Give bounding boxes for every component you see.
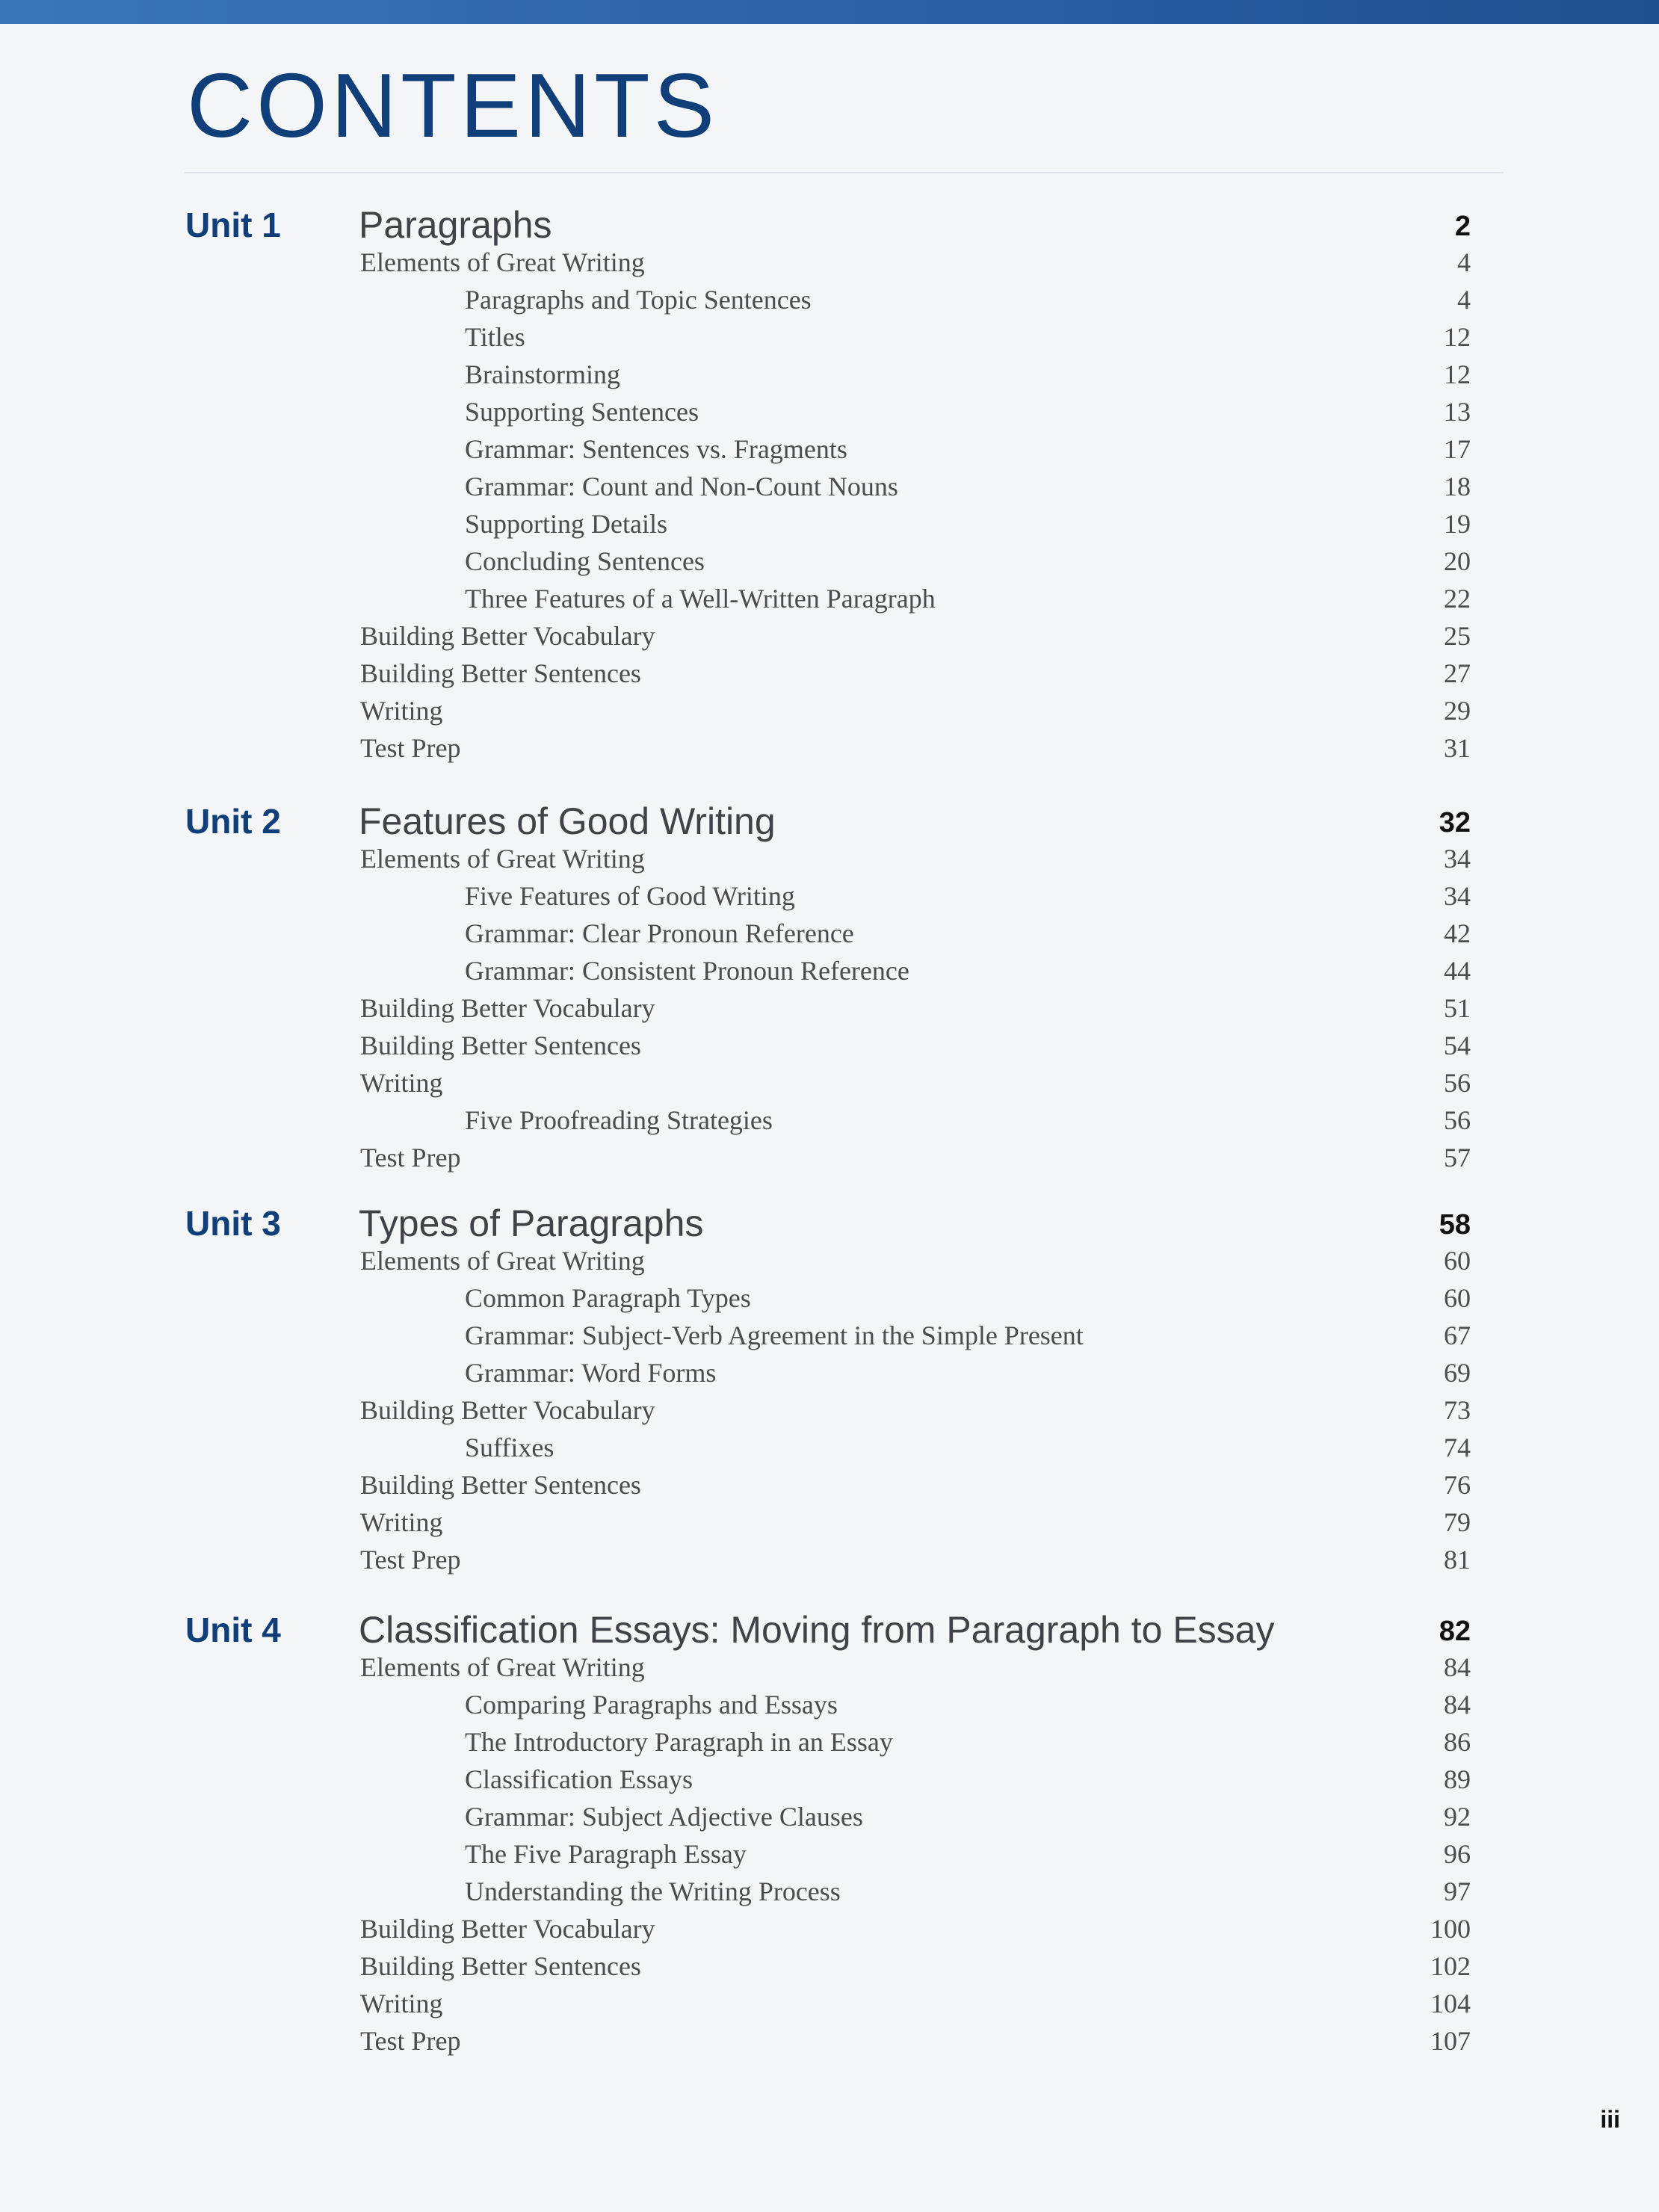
entry-label: Grammar: Subject-Verb Agreement in the Simple Present: [465, 1320, 1084, 1350]
unit-title[interactable]: Features of Good Writing: [359, 800, 776, 842]
unit-label: Unit 3: [185, 1204, 281, 1243]
entry-label: Building Better Vocabulary: [360, 621, 655, 651]
entry-page-number: 84: [1444, 1690, 1471, 1720]
toc-subsection-entry[interactable]: [0, 1798, 1659, 1835]
entry-page-number: 97: [1444, 1876, 1471, 1906]
toc-section-entry[interactable]: [0, 1242, 1659, 1279]
entry-page-number: 25: [1444, 621, 1471, 651]
entry-page-number: 34: [1444, 881, 1471, 911]
entry-list: [0, 1242, 1659, 1578]
entry-page-number: 4: [1457, 247, 1471, 277]
toc-subsection-entry[interactable]: [0, 1354, 1659, 1391]
entry-label: Writing: [360, 696, 443, 726]
entry-page-number: 60: [1444, 1283, 1471, 1313]
toc-subsection-entry[interactable]: [0, 1102, 1659, 1139]
toc-subsection-entry[interactable]: [0, 356, 1659, 393]
entry-page-number: 17: [1444, 434, 1471, 464]
entry-page-number: 57: [1444, 1143, 1471, 1173]
unit-page-number: 82: [1439, 1616, 1471, 1647]
entry-page-number: 107: [1430, 2026, 1471, 2056]
toc-section-entry[interactable]: [0, 692, 1659, 729]
entry-label: Supporting Sentences: [465, 397, 699, 427]
entry-label: Building Better Sentences: [360, 658, 641, 688]
entry-list: [0, 840, 1659, 1176]
entry-page-number: 12: [1444, 322, 1471, 352]
toc-section-entry[interactable]: [0, 1139, 1659, 1176]
toc-subsection-entry[interactable]: [0, 468, 1659, 505]
entry-label: Building Better Sentences: [360, 1470, 641, 1500]
entry-label: Classification Essays: [465, 1764, 693, 1794]
entry-label: Grammar: Consistent Pronoun Reference: [465, 956, 909, 986]
toc-subsection-entry[interactable]: [0, 1835, 1659, 1873]
entry-page-number: 74: [1444, 1433, 1471, 1462]
toc-section-entry[interactable]: [0, 1910, 1659, 1947]
entry-label: Supporting Details: [465, 509, 667, 539]
unit-title[interactable]: Classification Essays: Moving from Paragraph to Essay: [359, 1609, 1275, 1651]
entry-page-number: 96: [1444, 1839, 1471, 1869]
entry-page-number: 42: [1444, 918, 1471, 948]
toc-section-entry[interactable]: [0, 1947, 1659, 1985]
entry-page-number: 54: [1444, 1031, 1471, 1060]
unit-title[interactable]: Paragraphs: [359, 204, 552, 246]
unit-label: Unit 4: [185, 1610, 281, 1649]
unit-title[interactable]: Types of Paragraphs: [359, 1202, 704, 1244]
entry-list: [0, 244, 1659, 767]
entry-page-number: 76: [1444, 1470, 1471, 1500]
entry-page-number: 20: [1444, 546, 1471, 576]
unit-page-number: 32: [1439, 807, 1471, 838]
toc-section-entry[interactable]: [0, 1504, 1659, 1541]
entry-page-number: 89: [1444, 1764, 1471, 1794]
unit-page-number: 2: [1454, 211, 1471, 242]
entry-page-number: 73: [1444, 1395, 1471, 1425]
toc-subsection-entry[interactable]: [0, 580, 1659, 617]
entry-page-number: 69: [1444, 1358, 1471, 1388]
entry-page-number: 18: [1444, 472, 1471, 501]
entry-label: Elements of Great Writing: [360, 247, 645, 277]
toc-subsection-entry[interactable]: [0, 281, 1659, 318]
entry-page-number: 12: [1444, 359, 1471, 389]
entry-label: Grammar: Sentences vs. Fragments: [465, 434, 847, 464]
entry-page-number: 79: [1444, 1507, 1471, 1537]
toc-subsection-entry[interactable]: [0, 543, 1659, 580]
toc-subsection-entry[interactable]: [0, 430, 1659, 468]
entry-label: Titles: [465, 322, 525, 352]
entry-label: Grammar: Clear Pronoun Reference: [465, 918, 854, 948]
toc-subsection-entry[interactable]: [0, 1686, 1659, 1723]
entry-label: Building Better Vocabulary: [360, 1395, 655, 1425]
toc-subsection-entry[interactable]: [0, 1761, 1659, 1798]
toc-subsection-entry[interactable]: [0, 318, 1659, 356]
entry-page-number: 22: [1444, 584, 1471, 614]
entry-page-number: 27: [1444, 658, 1471, 688]
entry-label: Writing: [360, 1989, 443, 2018]
entry-page-number: 100: [1430, 1914, 1471, 1944]
entry-label: Elements of Great Writing: [360, 844, 645, 874]
entry-label: Elements of Great Writing: [360, 1246, 645, 1276]
toc-section-entry[interactable]: [0, 840, 1659, 877]
entry-label: Brainstorming: [465, 359, 620, 389]
entry-page-number: 60: [1444, 1246, 1471, 1276]
toc-section-entry[interactable]: [0, 989, 1659, 1027]
toc-section-entry[interactable]: [0, 1541, 1659, 1578]
entry-page-number: 92: [1444, 1802, 1471, 1832]
entry-page-number: 31: [1444, 733, 1471, 763]
toc-subsection-entry[interactable]: [0, 1429, 1659, 1466]
entry-label: Suffixes: [465, 1433, 554, 1462]
toc-section-entry[interactable]: [0, 1649, 1659, 1686]
entry-label: The Introductory Paragraph in an Essay: [465, 1727, 893, 1757]
entry-page-number: 104: [1430, 1989, 1471, 2018]
unit-label: Unit 1: [185, 206, 281, 244]
entry-label: Building Better Sentences: [360, 1031, 641, 1060]
entry-page-number: 34: [1444, 844, 1471, 874]
entry-page-number: 29: [1444, 696, 1471, 726]
entry-page-number: 102: [1430, 1951, 1471, 1981]
entry-label: Five Proofreading Strategies: [465, 1105, 773, 1135]
toc-subsection-entry[interactable]: [0, 915, 1659, 952]
toc-subsection-entry[interactable]: [0, 505, 1659, 543]
entry-label: Five Features of Good Writing: [465, 881, 795, 911]
entry-label: Test Prep: [360, 733, 461, 763]
entry-page-number: 4: [1457, 285, 1471, 315]
toc-subsection-entry[interactable]: [0, 1279, 1659, 1317]
toc-section-entry[interactable]: [0, 1466, 1659, 1504]
entry-label: The Five Paragraph Essay: [465, 1839, 747, 1869]
entry-page-number: 56: [1444, 1105, 1471, 1135]
toc-subsection-entry[interactable]: [0, 1317, 1659, 1354]
entry-label: Common Paragraph Types: [465, 1283, 751, 1313]
entry-label: Understanding the Writing Process: [465, 1876, 841, 1906]
entry-page-number: 51: [1444, 993, 1471, 1023]
entry-label: Three Features of a Well-Written Paragraph: [465, 584, 936, 614]
entry-page-number: 19: [1444, 509, 1471, 539]
entry-page-number: 86: [1444, 1727, 1471, 1757]
toc-section-entry[interactable]: [0, 244, 1659, 281]
toc-section-entry[interactable]: [0, 729, 1659, 767]
toc-section-entry[interactable]: [0, 655, 1659, 692]
entry-page-number: 56: [1444, 1068, 1471, 1098]
toc-subsection-entry[interactable]: [0, 393, 1659, 430]
toc-subsection-entry[interactable]: [0, 952, 1659, 989]
toc-section-entry[interactable]: [0, 1064, 1659, 1102]
toc-section-entry[interactable]: [0, 2022, 1659, 2060]
entry-label: Grammar: Subject Adjective Clauses: [465, 1802, 863, 1832]
toc-subsection-entry[interactable]: [0, 877, 1659, 915]
unit-page-number: 58: [1439, 1209, 1471, 1241]
entry-label: Test Prep: [360, 1545, 461, 1575]
page-number: iii: [1600, 2106, 1620, 2133]
entry-label: Building Better Vocabulary: [360, 993, 655, 1023]
toc-subsection-entry[interactable]: [0, 1873, 1659, 1910]
entry-label: Grammar: Count and Non-Count Nouns: [465, 472, 898, 501]
toc-subsection-entry[interactable]: [0, 1723, 1659, 1761]
unit-label: Unit 2: [185, 802, 281, 841]
entry-label: Grammar: Word Forms: [465, 1358, 717, 1388]
toc-section-entry[interactable]: [0, 617, 1659, 655]
entry-label: Comparing Paragraphs and Essays: [465, 1690, 838, 1720]
entry-label: Paragraphs and Topic Sentences: [465, 285, 812, 315]
toc-section-entry[interactable]: [0, 1027, 1659, 1064]
entry-page-number: 67: [1444, 1320, 1471, 1350]
entry-page-number: 84: [1444, 1652, 1471, 1682]
entry-page-number: 13: [1444, 397, 1471, 427]
entry-label: Elements of Great Writing: [360, 1652, 645, 1682]
entry-label: Building Better Vocabulary: [360, 1914, 655, 1944]
toc-section-entry[interactable]: [0, 1985, 1659, 2022]
entry-list: [0, 1649, 1659, 2060]
entry-label: Test Prep: [360, 2026, 461, 2056]
entry-label: Building Better Sentences: [360, 1951, 641, 1981]
entry-label: Test Prep: [360, 1143, 461, 1173]
page-title: CONTENTS: [187, 55, 718, 156]
toc-section-entry[interactable]: [0, 1391, 1659, 1429]
entry-label: Writing: [360, 1507, 443, 1537]
entry-page-number: 44: [1444, 956, 1471, 986]
entry-label: Writing: [360, 1068, 443, 1098]
entry-page-number: 81: [1444, 1545, 1471, 1575]
entry-label: Concluding Sentences: [465, 546, 705, 576]
